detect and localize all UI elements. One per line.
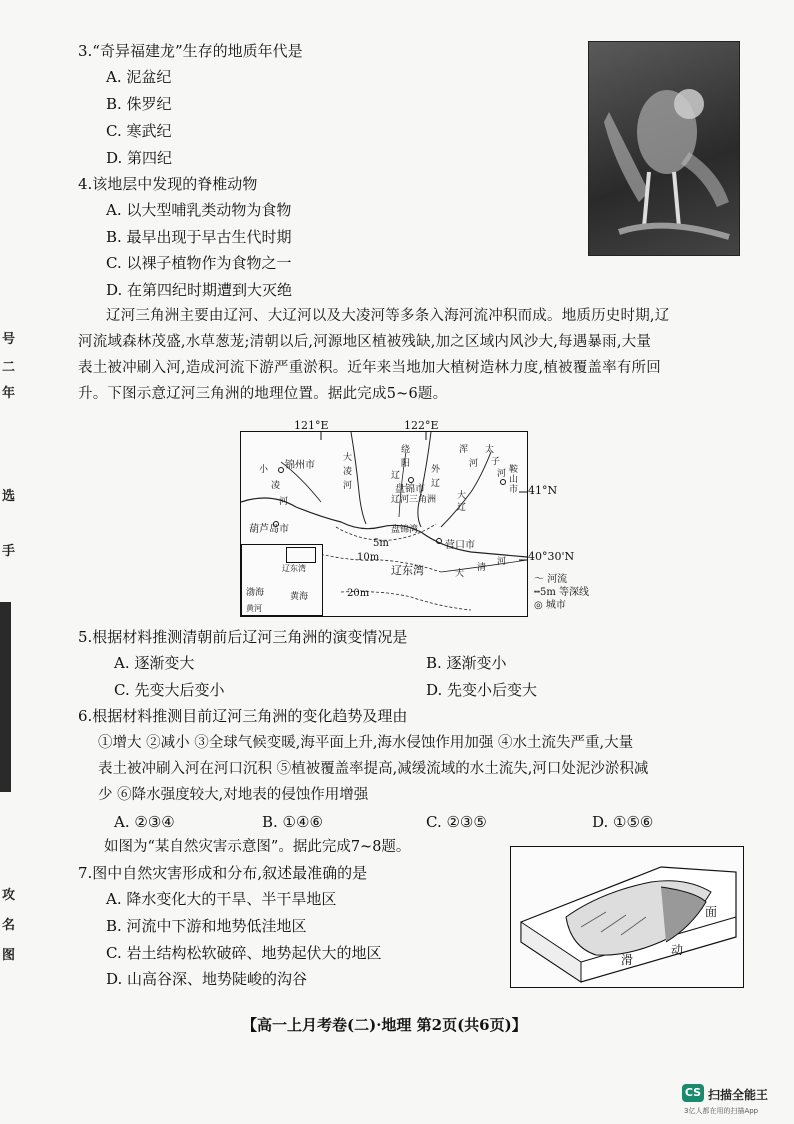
margin-char: 名 — [2, 918, 16, 933]
legend-city: ◎ 城市 — [534, 600, 566, 611]
map-place: 小 — [259, 465, 269, 475]
legend-river: 〜 河流 — [534, 574, 568, 585]
margin-char: 手 — [2, 544, 16, 559]
margin-char: 二 — [2, 360, 16, 375]
dinosaur-photo — [588, 41, 740, 256]
map-place: 营口市 — [445, 540, 475, 551]
scanner-watermark — [682, 1080, 792, 1120]
q3-stem: 3.“奇异福建龙”生存的地质年代是 — [78, 42, 303, 60]
q3-option-b: B. 侏罗纪 — [106, 95, 172, 113]
q7-option-a: A. 降水变化大的干旱、半干旱地区 — [106, 890, 337, 908]
q7-stem: 7.图中自然灾害形成和分布,叙述最准确的是 — [78, 864, 368, 882]
map-place: 鞍 — [509, 465, 519, 475]
material-line: 升。下图示意辽河三角洲的地理位置。据此完成5~6题。 — [78, 386, 448, 402]
map-place: 河 — [279, 497, 289, 507]
q6-option-a: A. ②③④ — [114, 813, 175, 831]
lat-label: 40°30'N — [528, 550, 575, 563]
material-line: 辽河三角洲主要由辽河、大辽河以及大凌河等多条入海河流冲积而成。地质历史时期,辽 — [106, 308, 670, 324]
map-place: 浑 — [459, 445, 469, 455]
margin-char: 攻 — [2, 888, 16, 903]
map-place: 山 — [509, 475, 519, 485]
contour-label: 10m — [357, 552, 380, 563]
liaohe-delta-map — [240, 431, 528, 617]
map-place: 绕 — [401, 445, 411, 455]
map-place: 河 — [497, 469, 507, 479]
margin-char: 图 — [2, 948, 16, 963]
map-place: 市 — [509, 485, 519, 495]
margin-char: 号 — [2, 332, 16, 347]
q4-option-c: C. 以裸子植物作为食物之一 — [106, 254, 292, 272]
legend-contour: ┅5m 等深线 — [534, 587, 590, 598]
map-place: 大 — [455, 569, 465, 579]
map-place: 阳 — [401, 459, 411, 469]
lon-label: 122°E — [404, 419, 439, 432]
map-place: 清 — [477, 563, 487, 573]
map-place: 外 — [431, 465, 441, 475]
map-place: 盘锦湾 — [391, 525, 419, 535]
q3-option-c: C. 寒武纪 — [106, 122, 172, 140]
q4-option-a: A. 以大型哺乳类动物为食物 — [106, 201, 292, 219]
q5-option-c: C. 先变大后变小 — [114, 681, 225, 699]
margin-binding-bar — [0, 602, 11, 792]
q6-option-b: B. ①④⑥ — [262, 813, 323, 831]
q6-choice-line: 少 ⑥降水强度较大,对地表的侵蚀作用增强 — [98, 787, 369, 803]
inset-label: 黄河 — [246, 604, 262, 613]
inset-label: 辽东湾 — [282, 564, 306, 573]
river-symbol-icon: 〜 — [534, 574, 544, 585]
q6-option-d: D. ①⑤⑥ — [592, 813, 654, 831]
page-footer: 【高一上月考卷(二)·地理 第2页(共6页)】 — [242, 1016, 527, 1034]
map-place: 大 — [457, 491, 467, 501]
q6-choice-line: ①增大 ②减小 ③全球气候变暖,海平面上升,海水侵蚀作用加强 ④水土流失严重,大量 — [98, 735, 634, 751]
landslide-label: 动 — [671, 943, 684, 957]
landslide-label: 面 — [705, 905, 718, 919]
map-place: 大 — [343, 453, 353, 463]
map-place: 河 — [469, 459, 479, 469]
map-place: 辽 — [457, 503, 467, 513]
q5-stem: 5.根据材料推测清朝前后辽河三角洲的演变情况是 — [78, 628, 408, 646]
inset-highlight-box — [286, 547, 316, 563]
city-symbol-icon: ◎ — [534, 600, 543, 611]
contour-symbol-icon: ┅ — [534, 587, 541, 598]
dinosaur-illustration — [589, 42, 739, 255]
q7-option-b: B. 河流中下游和地势低洼地区 — [106, 917, 307, 935]
map-place: 辽 — [391, 471, 401, 481]
landslide-label: 滑 — [621, 953, 634, 967]
q4-option-b: B. 最早出现于早古生代时期 — [106, 228, 292, 246]
q6-option-c: C. ②③⑤ — [426, 813, 487, 831]
scanner-title: 扫描全能王 — [708, 1088, 769, 1102]
map-place: 辽 — [431, 479, 441, 489]
q5-option-b: B. 逐渐变小 — [426, 654, 507, 672]
lon-label: 121°E — [294, 419, 329, 432]
map-place: 子 — [491, 457, 501, 467]
q7-option-d: D. 山高谷深、地势陡峻的沟谷 — [106, 970, 308, 988]
map-place: 太 — [485, 445, 495, 455]
q6-stem: 6.根据材料推测目前辽河三角洲的变化趋势及理由 — [78, 707, 408, 725]
map-place: 辽东湾 — [391, 564, 424, 577]
map-place: 辽河三角洲 — [391, 495, 437, 505]
landslide-figure — [510, 846, 744, 988]
intro-7-8: 如图为“某自然灾害示意图”。据此完成7~8题。 — [104, 839, 411, 855]
map-place: 河 — [343, 481, 353, 491]
inset-label: 黄海 — [290, 592, 309, 602]
map-legend — [534, 573, 589, 612]
q5-option-a: A. 逐渐变大 — [114, 654, 195, 672]
q4-stem: 4.该地层中发现的脊椎动物 — [78, 175, 258, 193]
map-place: 凌 — [271, 481, 281, 491]
inset-label: 渤海 — [246, 588, 265, 598]
map-place: 凌 — [343, 467, 353, 477]
q7-option-c: C. 岩土结构松软破碎、地势起伏大的地区 — [106, 944, 382, 962]
scanner-subtitle: 3亿人都在用的扫描App — [684, 1107, 759, 1115]
q3-option-a: A. 泥盆纪 — [106, 68, 172, 86]
map-place: 盘锦市 — [395, 484, 425, 495]
q6-choice-line: 表土被冲刷入河在河口沉积 ⑤植被覆盖率提高,减缓流域的水土流失,河口处泥沙淤积减 — [98, 761, 649, 777]
cs-logo-icon: CS — [682, 1084, 704, 1102]
lat-label: 41°N — [528, 484, 558, 497]
q5-option-d: D. 先变小后变大 — [426, 681, 538, 699]
map-place: 锦州市 — [285, 460, 315, 471]
margin-char: 年 — [2, 386, 16, 401]
material-line: 河流域森林茂盛,水草葱茏;清朝以后,河源地区植被残缺,加之区域内风沙大,每遇暴雨,大量 — [78, 334, 652, 350]
q4-option-d: D. 在第四纪时期遭到大灭绝 — [106, 281, 293, 299]
map-place: 葫芦岛市 — [249, 524, 289, 535]
map-place: 河 — [497, 557, 507, 567]
contour-label: 20m — [347, 588, 370, 599]
contour-label: 5m — [373, 538, 389, 549]
map-inset — [241, 544, 323, 616]
q3-option-d: D. 第四纪 — [106, 149, 173, 167]
margin-char: 选 — [2, 489, 16, 504]
material-line: 表土被冲刷入河,造成河流下游严重淤积。近年来当地加大植树造林力度,植被覆盖率有所回 — [78, 360, 661, 376]
